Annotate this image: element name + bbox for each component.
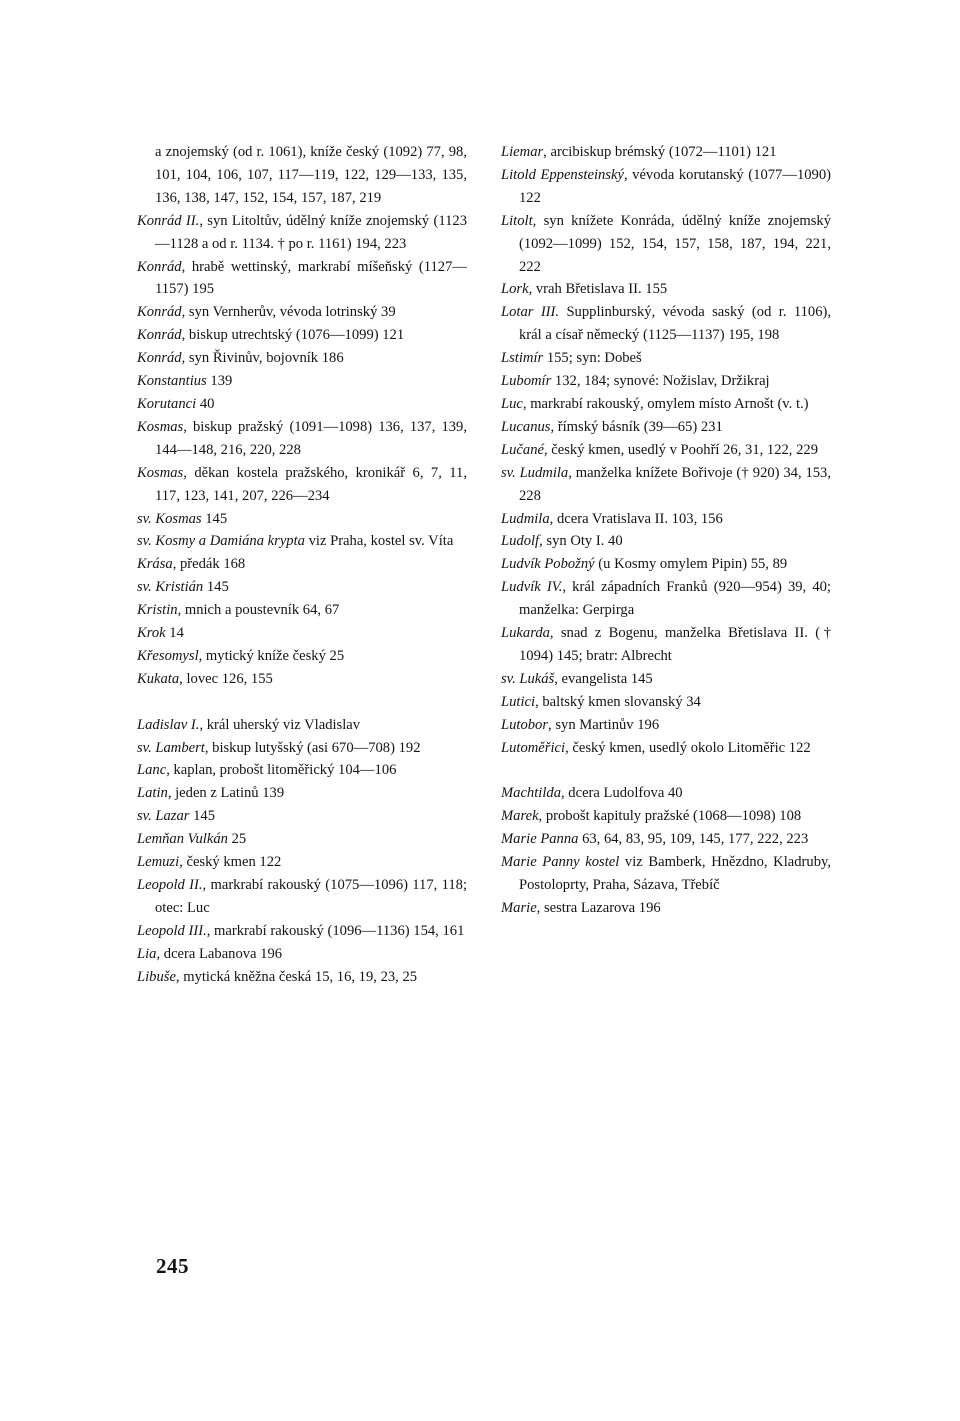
index-headword: Konrád: [137, 258, 182, 275]
index-entry: [137, 530, 467, 553]
index-entry-text: , arcibiskup brémský (1072—1101) 121: [543, 144, 777, 160]
index-entry-text: , syn Vernherův, vévoda lotrinský 39: [181, 304, 396, 321]
index-entry: [137, 737, 467, 760]
index-headword: Marie Panny kostel: [501, 854, 620, 871]
index-entry-text: 145: [201, 510, 228, 527]
index-entry-text: , syn Oty I. 40: [539, 533, 623, 550]
index-entry-text: , biskup utrechtský (1076—1099) 121: [181, 327, 405, 344]
index-headword: Lutici: [501, 693, 536, 710]
index-entry: [501, 576, 831, 622]
section-gap: [501, 759, 831, 782]
index-entry-text: , předák 168: [172, 556, 246, 573]
index-headword: Kosmas: [137, 464, 184, 481]
index-headword: Luc: [501, 395, 523, 412]
index-headword: Ladislav I.: [137, 716, 200, 733]
index-entry: [137, 645, 467, 668]
index-headword: Korutanci: [137, 395, 197, 412]
index-headword: Krása: [137, 556, 173, 573]
index-entry-text: 63, 64, 83, 95, 109, 145, 177, 222, 223: [578, 831, 809, 848]
index-headword: Marie Panna: [501, 831, 579, 848]
index-entry-text: , syn Martinův 196: [548, 716, 660, 733]
index-entry-text: , mytický kníže český 25: [198, 647, 345, 664]
index-headword: Latin: [137, 785, 168, 802]
index-entry-text: , král uherský viz Vladislav: [199, 716, 361, 733]
index-entry: [137, 370, 467, 393]
index-entry: [501, 668, 831, 691]
index-headword: Liemar: [501, 144, 544, 160]
index-headword: Kristin: [137, 602, 178, 619]
index-headword: Ludmila: [501, 510, 550, 527]
index-entry: [501, 462, 831, 508]
index-entry: [137, 393, 467, 416]
index-entry-text: , mytická kněžna česká 15, 16, 19, 23, 25: [175, 968, 418, 985]
index-entry: [137, 714, 467, 737]
index-entry-text: , dcera Labanova 196: [156, 945, 283, 962]
index-headword: Lukarda: [501, 625, 550, 642]
index-entry-text: , český kmen, usedlý okolo Litoměřic 122: [565, 739, 811, 756]
index-headword: Ludvík Pobožný: [501, 556, 595, 573]
index-entry: [137, 759, 467, 782]
index-entry: [137, 622, 467, 645]
index-entry-text: 25: [227, 831, 247, 848]
index-entry: [501, 691, 831, 714]
index-entry: [137, 920, 467, 943]
index-entry: [501, 347, 831, 370]
index-headword: Konstantius: [137, 373, 207, 390]
index-headword: Lia: [137, 945, 157, 962]
index-entry-text: (u Kosmy omylem Pipin) 55, 89: [594, 556, 788, 573]
index-column-right: [501, 141, 831, 920]
index-headword: sv. Kosmas: [137, 510, 202, 527]
index-entry: [137, 874, 467, 920]
index-entry-text: , syn Řivinův, bojovník 186: [181, 350, 344, 367]
index-headword: Ludolf: [501, 533, 540, 550]
index-headword: Kukata: [137, 670, 180, 687]
index-entry: [137, 943, 467, 966]
index-headword: Litolt: [501, 212, 533, 229]
index-entry-text: , snad z Bogenu, manželka Břetislava II. († 1094) 145; bratr: Albrecht: [519, 625, 831, 664]
index-headword: Lutoměřici: [501, 739, 566, 756]
index-entry-text: , král západních Franků (920—954) 39, 40; manželka: Gerpirga: [519, 579, 831, 619]
index-entry: [137, 324, 467, 347]
index-entry: [501, 508, 831, 531]
index-entry-text: a znojemský (od r. 1061), kníže český (1092) 77, 98, 101, 104, 106, 107, 117—119, 122, 129—133, 135, 136, 138, 147, 152, 154, 157, 187, 219: [155, 144, 467, 206]
index-entry-text: , kaplan, probošt litoměřický 104—106: [166, 762, 397, 779]
index-headword: Krok: [137, 625, 166, 642]
index-entry-text: , děkan kostela pražského, kronikář 6, 7, 11, 117, 123, 141, 207, 226—234: [155, 464, 467, 504]
index-entry-text: , dcera Ludolfova 40: [561, 785, 683, 802]
index-entry: [501, 897, 831, 920]
index-headword: sv. Lazar: [137, 808, 190, 825]
index-entry-text: , baltský kmen slovanský 34: [535, 693, 701, 710]
index-entry-text: , biskup lutyšský (asi 670—708) 192: [204, 739, 421, 756]
index-headword: Kosmas: [137, 418, 184, 435]
index-entry: [501, 553, 831, 576]
index-entry-text: , jeden z Latinů 139: [167, 785, 285, 802]
index-entry-text: Supplinburský, vévoda saský (od r. 1106), král a císař německý (1125—1137) 195, 198: [519, 304, 832, 344]
index-headword: Machtilda: [501, 785, 561, 802]
index-entry: [501, 416, 831, 439]
index-entry-text: , manželka knížete Bořivoje († 920) 34, 153, 228: [519, 464, 831, 504]
index-entry: [137, 966, 467, 989]
index-headword: Lstimír: [501, 350, 544, 367]
index-entry: [501, 530, 831, 553]
page-number: 245: [156, 1254, 189, 1278]
index-entry: [137, 210, 467, 256]
index-entry-text: , markrabí rakouský, omylem místo Arnošt (v. t.): [522, 395, 809, 412]
index-headword: Leopold II.: [137, 876, 203, 893]
index-entry: [137, 416, 467, 462]
index-entry: [137, 828, 467, 851]
index-entry-text: , hrabě wettinský, markrabí míšeňský (1127—1157) 195: [155, 258, 467, 298]
index-headword: Lutobor: [501, 716, 549, 733]
index-entry-text: 139: [206, 373, 233, 390]
index-headword: Litold Eppensteinský: [501, 166, 624, 183]
index-entry-text: , markrabí rakouský (1075—1096) 117, 118; otec: Luc: [155, 876, 468, 916]
index-headword: sv. Kristián: [137, 579, 204, 596]
index-entry: [501, 141, 831, 164]
index-headword: Lotar III.: [501, 304, 560, 321]
index-entry: [501, 828, 831, 851]
index-entry-text: 40: [196, 395, 215, 412]
index-headword: Konrád: [137, 350, 182, 367]
index-entry: [501, 439, 831, 462]
index-entry: [501, 714, 831, 737]
index-headword: Leopold III.: [137, 922, 207, 939]
index-entry: [501, 370, 831, 393]
index-entry-text: , vrah Břetislava II. 155: [528, 281, 668, 298]
index-entry-text: , syn knížete Konráda, údělný kníže znojemský (1092—1099) 152, 154, 157, 158, 187, 194, 221, 222: [519, 212, 831, 275]
index-headword: sv. Lambert: [137, 739, 205, 756]
section-gap: [137, 691, 467, 714]
index-entry-text: , markrabí rakouský (1096—1136) 154, 161: [206, 922, 465, 939]
index-entry: [501, 622, 831, 668]
index-entry: [501, 782, 831, 805]
index-headword: Lubomír: [501, 373, 552, 390]
index-entry: [501, 278, 831, 301]
index-entry: [137, 462, 467, 508]
index-entry: [501, 164, 831, 210]
index-entry-text: , probošt kapituly pražské (1068—1098) 108: [538, 808, 802, 825]
index-headword: sv. Ludmila: [501, 464, 569, 481]
index-entry: [137, 599, 467, 622]
index-entry-text: 145: [189, 808, 215, 825]
index-headword: Lemňan Vulkán: [137, 831, 228, 848]
index-entry-text: 155; syn: Dobeš: [543, 350, 642, 367]
index-entry-text: , mnich a poustevník 64, 67: [177, 602, 340, 619]
index-entry: [137, 141, 467, 210]
index-entry: [137, 805, 467, 828]
index-entry: [137, 347, 467, 370]
index-column-left: [137, 141, 467, 989]
index-entry: [137, 301, 467, 324]
index-entry-text: , biskup pražský (1091—1098) 136, 137, 139, 144—148, 216, 220, 228: [155, 418, 467, 458]
index-entry: [137, 668, 467, 691]
index-entry-text: , vévoda korutanský (1077—1090) 122: [519, 166, 831, 206]
index-entry-text: 14: [165, 625, 184, 642]
index-headword: Lučané: [501, 441, 544, 458]
index-headword: Lork: [501, 281, 529, 298]
index-entry: [501, 737, 831, 760]
index-entry: [137, 576, 467, 599]
index-headword: Libuše: [137, 968, 176, 985]
index-headword: Konrád: [137, 304, 182, 321]
index-entry: [137, 508, 467, 531]
index-entry: [137, 256, 467, 302]
index-entry-text: , český kmen 122: [179, 854, 282, 871]
index-headword: Marie: [501, 899, 537, 916]
index-headword: Lanc: [137, 762, 167, 779]
index-headword: Křesomysl: [137, 647, 199, 664]
index-headword: Lemuzi: [137, 854, 180, 871]
index-headword: sv. Lukáš: [501, 670, 555, 687]
index-headword: Ludvík IV.: [501, 579, 563, 596]
index-headword: Konrád II.: [137, 212, 200, 229]
index-entry-text: , syn Litoltův, údělný kníže znojemský (1123—1128 a od r. 1134. † po r. 1161) 194, 223: [155, 212, 468, 252]
index-entry-text: , český kmen, usedlý v Poohří 26, 31, 122, 229: [543, 441, 818, 458]
index-entry-text: viz Praha, kostel sv. Víta: [304, 533, 454, 550]
index-entry: [137, 553, 467, 576]
index-entry: [501, 851, 831, 897]
index-entry-text: , lovec 126, 155: [179, 670, 273, 687]
index-headword: Konrád: [137, 327, 182, 344]
index-headword: sv. Kosmy a Damiána krypta: [137, 533, 305, 550]
index-entry-text: viz Bamberk, Hnězdno, Kladruby, Postoloprty, Praha, Sázava, Třebíč: [519, 854, 831, 893]
index-entry: [501, 393, 831, 416]
index-entry-text: , sestra Lazarova 196: [536, 899, 661, 916]
index-entry: [137, 782, 467, 805]
index-entry-text: , římský básník (39—65) 231: [550, 418, 723, 435]
index-entry-text: 132, 184; synové: Nožislav, Držikraj: [551, 373, 770, 390]
index-entry: [501, 805, 831, 828]
index-entry-text: , evangelista 145: [554, 670, 653, 687]
index-headword: Marek: [501, 808, 539, 825]
index-headword: Lucanus: [501, 418, 551, 435]
index-entry: [501, 301, 831, 347]
index-entry-text: 145: [203, 579, 229, 596]
index-entry: [137, 851, 467, 874]
index-entry-text: , dcera Vratislava II. 103, 156: [549, 510, 723, 527]
index-entry: [501, 210, 831, 279]
